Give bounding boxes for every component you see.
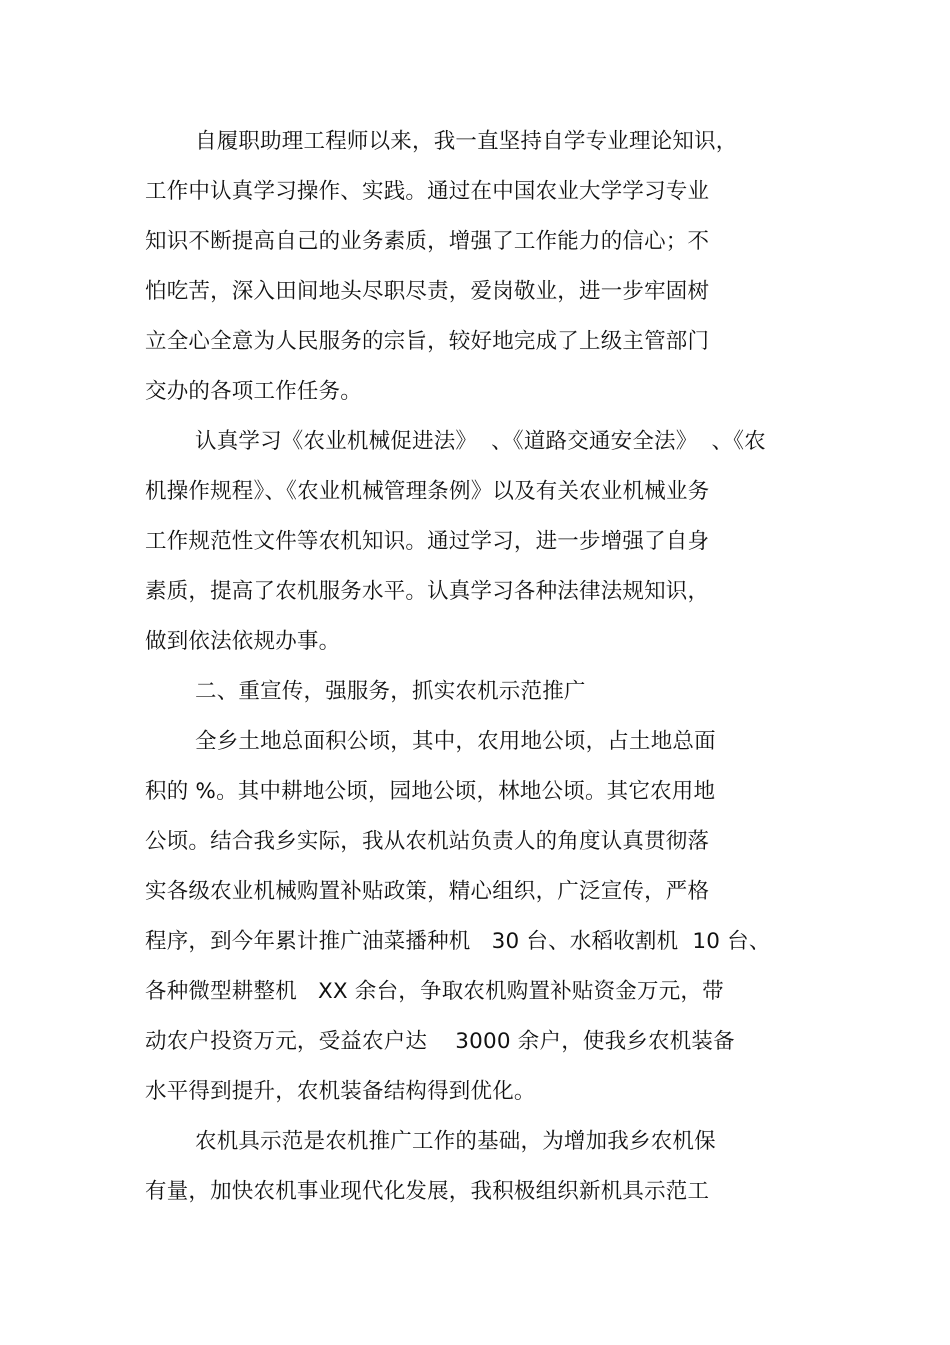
text-line: 农机具示范是农机推广工作的基础，为增加我乡农机保 <box>195 1129 716 1154</box>
text-line: 认真学习《农业机械促进法》 、《道路交通安全法》 、《农 <box>195 429 766 454</box>
text-line: 水平得到提升，农机装备结构得到优化。 <box>145 1079 536 1104</box>
text-line: 机操作规程》、《农业机械管理条例》以及有关农业机械业务 <box>145 479 710 504</box>
text-line: 立全心全意为人民服务的宗旨，较好地完成了上级主管部门 <box>145 329 710 354</box>
text-line: 工作中认真学习操作、实践。通过在中国农业大学学习专业 <box>145 179 710 204</box>
text-line: 知识不断提高自己的业务素质，增强了工作能力的信心；不 <box>145 229 710 254</box>
text-line: 动农户投资万元，受益农户达 3000 余户，使我乡农机装备 <box>145 1029 735 1054</box>
text-line: 怕吃苦，深入田间地头尽职尽责，爱岗敬业，进一步牢固树 <box>145 279 710 304</box>
text-line: 交办的各项工作任务。 <box>145 379 363 404</box>
text-line: 工作规范性文件等农机知识。通过学习，进一步增强了自身 <box>145 529 710 554</box>
text-line: 全乡土地总面积公顷，其中，农用地公顷，占土地总面 <box>195 729 716 754</box>
text-line: 各种微型耕整机 XX 余台，争取农机购置补贴资金万元，带 <box>145 979 724 1004</box>
text-line: 实各级农业机械购置补贴政策，精心组织，广泛宣传，严格 <box>145 879 710 904</box>
text-line: 积的 %。其中耕地公顷，园地公顷，林地公顷。其它农用地 <box>145 779 716 804</box>
text-line: 素质，提高了农机服务水平。认真学习各种法律法规知识， <box>145 579 710 604</box>
section-heading: 二、重宣传，强服务，抓实农机示范推广 <box>195 679 586 704</box>
text-line: 做到依法依规办事。 <box>145 629 341 654</box>
text-line: 程序，到今年累计推广油菜播种机 30 台、水稻收割机 10 台、 <box>145 929 771 954</box>
text-line: 公顷。结合我乡实际，我从农机站负责人的角度认真贯彻落 <box>145 829 710 854</box>
text-line: 自履职助理工程师以来，我一直坚持自学专业理论知识， <box>195 129 738 154</box>
text-line: 有量，加快农机事业现代化发展，我积极组织新机具示范工 <box>145 1179 710 1204</box>
